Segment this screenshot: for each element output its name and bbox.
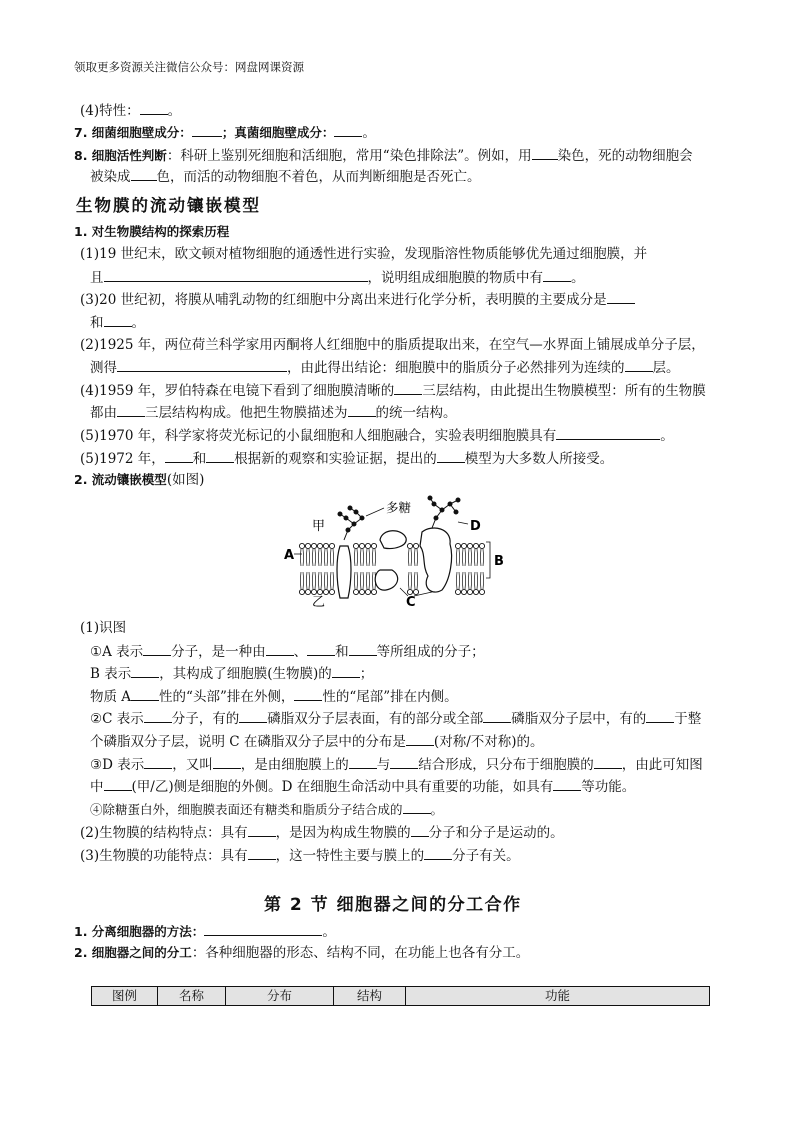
text-segment: 磷脂双分子层表面，有的部分或全部 <box>267 711 484 727</box>
line-h4b <box>90 403 457 422</box>
phospholipid-head <box>299 543 304 548</box>
line-r9 <box>80 823 564 842</box>
answer-blank <box>406 732 434 746</box>
phospholipid-tail <box>313 549 316 566</box>
text-segment: ②C 表示 <box>90 711 144 727</box>
answer-blank <box>607 290 635 304</box>
table-header-cell: 分布 <box>226 987 334 1005</box>
line-r5 <box>90 732 544 751</box>
table-header-cell: 名称 <box>158 987 226 1005</box>
phospholipid-head <box>323 543 328 548</box>
phospholipid-tail <box>463 549 466 566</box>
answer-blank <box>248 823 276 837</box>
phospholipid-head <box>455 589 460 594</box>
phospholipid-tail <box>301 549 304 566</box>
phospholipid-tail <box>361 572 364 589</box>
answer-blank <box>266 642 294 656</box>
line-r10 <box>80 846 520 865</box>
answer-blank <box>349 642 377 656</box>
text-segment: 测得 <box>90 360 117 376</box>
phospholipid-head <box>323 589 328 594</box>
answer-blank <box>165 449 193 463</box>
answer-blank <box>192 123 222 137</box>
text-segment: (2)1925 年，两位荷兰科学家用丙酮将人红细胞中的脂质提取出来，在空气—水界面上铺展成单分子层， <box>80 337 705 353</box>
text-segment: 。 <box>430 802 444 817</box>
text-segment: 的统一结构。 <box>375 405 457 421</box>
phospholipid-head <box>353 589 358 594</box>
answer-blank <box>104 313 132 327</box>
text-segment: ，其构成了细胞膜(生物膜)的 <box>159 666 332 682</box>
phospholipid-head <box>329 543 334 548</box>
phospholipid-head <box>371 589 376 594</box>
phospholipid-head <box>359 589 364 594</box>
phospholipid-head <box>317 589 322 594</box>
phospholipid-tail <box>415 549 418 566</box>
answer-blank <box>424 846 452 860</box>
line-h1a <box>80 245 647 263</box>
text-segment: ：科研上鉴别死细胞和活细胞，常用“染色排除法”。例如，用 <box>166 148 532 164</box>
line-h2b <box>90 358 680 377</box>
text-segment: 。 <box>131 315 145 331</box>
table-header-cell: 功能 <box>544 988 570 1003</box>
text-segment: 于整 <box>674 711 702 727</box>
text-segment: 模型为大多数人所接受。 <box>464 451 614 467</box>
phospholipid-tail <box>301 572 304 589</box>
line-s2 <box>74 471 204 489</box>
line-s1 <box>74 223 229 241</box>
answer-blank <box>411 823 429 837</box>
answer-blank <box>239 709 267 723</box>
line-h3b <box>90 313 145 332</box>
phospholipid-head <box>467 589 472 594</box>
phospholipid-tail <box>409 572 412 589</box>
text-segment: ：各种细胞器的形态、结构不同，在功能上也各有分工。 <box>191 945 530 961</box>
phospholipid-head <box>413 589 418 594</box>
answer-blank <box>390 755 418 769</box>
line-r1 <box>90 642 485 661</box>
text-segment: 与 <box>376 757 391 773</box>
label-yi: 乙 <box>312 595 326 610</box>
answer-blank <box>206 449 234 463</box>
phospholipid-head <box>473 589 478 594</box>
answer-blank <box>140 101 168 115</box>
line-q8b <box>90 167 481 186</box>
answer-blank <box>348 403 376 417</box>
text-segment: 分子，有的 <box>171 711 240 727</box>
text-segment: (3)20 世纪初，将膜从哺乳动物的红细胞中分离出来进行化学分析，表明膜的主要成分是 <box>80 292 607 308</box>
phospholipid-head <box>311 589 316 594</box>
text-segment: ，由此得出结论：细胞膜中的脂质分子必然排列为连续的 <box>287 360 625 376</box>
protein-d <box>420 528 452 592</box>
phospholipid-tail <box>409 549 412 566</box>
bold-text: 1. 对生物膜结构的探索历程 <box>74 224 230 239</box>
answer-blank <box>294 687 322 701</box>
phospholipid-tail <box>463 572 466 589</box>
phospholipid-head <box>479 589 484 594</box>
bold-text: 8. 细胞活性判断 <box>74 148 167 163</box>
text-segment: 三层结构构成。他把生物膜描述为 <box>145 405 348 421</box>
phospholipid-head <box>407 589 412 594</box>
phospholipid-tail <box>325 549 328 566</box>
phospholipid-tail <box>469 572 472 589</box>
text-segment: (4)1959 年，罗伯特森在电镜下看到了细胞膜清晰的 <box>80 383 395 399</box>
answer-blank <box>646 709 674 723</box>
line-r4 <box>90 709 701 728</box>
text-segment: ，是由细胞膜上的 <box>240 757 349 773</box>
text-segment: 磷脂双分子层中，有的 <box>511 711 647 727</box>
protein-c-inner <box>375 570 397 590</box>
answer-blank <box>625 358 653 372</box>
text-segment: ； <box>359 666 374 682</box>
polysaccharide-chain-right <box>428 496 460 528</box>
text-segment: ，说明组成细胞膜的物质中有 <box>367 270 543 286</box>
text-segment: 。 <box>660 428 674 444</box>
text-segment: 、 <box>293 644 308 660</box>
text-segment: (2)生物膜的结构特点：具有 <box>80 825 248 841</box>
answer-blank <box>556 426 660 440</box>
answer-blank <box>144 755 172 769</box>
answer-blank <box>213 755 241 769</box>
answer-blank <box>332 664 360 678</box>
polysaccharide-chain-left <box>338 506 364 540</box>
phospholipid-head <box>317 543 322 548</box>
answer-blank <box>532 146 558 160</box>
phospholipid-tail <box>373 549 376 566</box>
line-q7 <box>74 123 376 142</box>
protein-c-outer <box>380 531 406 549</box>
bold-text: 1. 分离细胞器的方法： <box>74 924 205 939</box>
text-segment: 层。 <box>652 360 680 376</box>
text-segment: 等功能。 <box>581 779 636 795</box>
phospholipid-head <box>329 589 334 594</box>
phospholipid-tail <box>355 572 358 589</box>
answer-blank <box>248 846 276 860</box>
phospholipid-tail <box>355 549 358 566</box>
phospholipid-tail <box>313 572 316 589</box>
organelle-table-header <box>91 986 710 1006</box>
phospholipid-head <box>407 543 412 548</box>
phospholipid-tail <box>319 572 322 589</box>
answer-blank <box>204 922 322 936</box>
phospholipid-tail <box>307 572 310 589</box>
answer-blank <box>117 358 287 372</box>
protein-through <box>337 546 351 598</box>
phospholipid-tail <box>475 549 478 566</box>
answer-blank <box>307 642 335 656</box>
phospholipid-tail <box>367 572 370 589</box>
text-segment: ，又叫 <box>172 757 213 773</box>
phospholipid-tail <box>319 549 322 566</box>
answer-blank <box>131 167 157 181</box>
bold-text: 2. 流动镶嵌模型 <box>74 472 167 487</box>
phospholipid-tail <box>415 572 418 589</box>
text-segment: (对称/不对称)的。 <box>433 734 544 750</box>
phospholipid-head <box>473 543 478 548</box>
label-a: A <box>284 548 295 563</box>
answer-blank <box>334 123 362 137</box>
phospholipid-tail <box>367 549 370 566</box>
line-r7 <box>90 777 635 796</box>
text-segment: 根据新的观察和实验证据，提出的 <box>234 451 437 467</box>
answer-blank <box>594 755 622 769</box>
text-segment: ，由此可知图 <box>621 757 703 773</box>
text-segment: B 表示 <box>90 666 132 682</box>
text-segment: 物质 A <box>90 689 132 705</box>
phospholipid-head <box>305 543 310 548</box>
phospholipid-tail <box>481 572 484 589</box>
text-segment: 分子和分子是运动的。 <box>428 825 564 841</box>
text-segment: ③D 表示 <box>90 757 145 773</box>
text-segment: (5)1972 年， <box>80 451 165 467</box>
answer-blank <box>349 755 377 769</box>
membrane-figure <box>282 488 512 613</box>
phospholipid-tail <box>361 549 364 566</box>
phospholipid-tail <box>475 572 478 589</box>
answer-blank <box>553 777 581 791</box>
text-segment: 和 <box>90 315 104 331</box>
header-note: 领取更多资源关注微信公众号：网盘网课资源 <box>74 60 304 74</box>
phospholipid-head <box>299 589 304 594</box>
phospholipid-tail <box>307 549 310 566</box>
label-duotang: 多糖 <box>386 500 412 515</box>
text-segment: (甲/乙)侧是细胞的外侧。D 在细胞生命活动中具有重要的功能，如具有 <box>131 779 554 795</box>
line-r8 <box>90 800 443 819</box>
line-r0 <box>80 619 126 637</box>
section-heading-organelle: 第 2 节 细胞器之间的分工合作 <box>264 895 522 915</box>
line-h1b <box>90 268 585 287</box>
phospholipid-head <box>455 543 460 548</box>
answer-blank <box>131 687 159 701</box>
answer-blank <box>104 268 368 282</box>
text-segment: 性的“尾部”排在内侧。 <box>322 689 458 705</box>
text-segment: 。 <box>167 103 182 119</box>
text-segment: (4)特性： <box>80 103 140 119</box>
line-r3 <box>90 687 458 706</box>
text-segment: 染色，死的动物细胞会 <box>557 148 693 164</box>
text-segment: (5)1970 年，科学家将荧光标记的小鼠细胞和人细胞融合，实验表明细胞膜具有 <box>80 428 557 444</box>
text-segment: 分子有关。 <box>452 848 520 864</box>
text-segment: 。 <box>571 270 585 286</box>
phospholipid-head <box>365 589 370 594</box>
section-heading-membrane-model: 生物膜的流动镶嵌模型 <box>76 196 261 215</box>
phospholipid-tail <box>331 549 334 566</box>
text-segment: (3)生物膜的功能特点：具有 <box>80 848 248 864</box>
line-c1 <box>74 922 336 941</box>
line-h4a <box>80 381 706 400</box>
line-c2 <box>74 944 529 962</box>
label-jia: 甲 <box>312 519 326 534</box>
text-segment: 性的“头部”排在外侧， <box>159 689 295 705</box>
text-segment: 色，而活的动物细胞不着色，从而判断细胞是否死亡。 <box>156 169 481 185</box>
text-segment: (1)19 世纪末，欧文顿对植物细胞的通透性进行实验，发现脂溶性物质能够优先通过细胞膜，并 <box>80 246 648 262</box>
table-header-cell: 结构 <box>334 987 406 1005</box>
text-segment: ，这一特性主要与膜上的 <box>275 848 425 864</box>
text-segment: 个磷脂双分子层，说明 C 在磷脂双分子层中的分布是 <box>90 734 406 750</box>
phospholipid-head <box>371 543 376 548</box>
answer-blank <box>403 800 431 814</box>
answer-blank <box>437 449 465 463</box>
text-segment: 分子，是一种由 <box>171 644 266 660</box>
bold-text: ；真菌细胞壁成分： <box>221 125 335 140</box>
phospholipid-head <box>413 543 418 548</box>
line-r6 <box>90 755 703 774</box>
text-segment: 等所组成的分子； <box>376 644 485 660</box>
text-segment: ④除糖蛋白外，细胞膜表面还有糖类和脂质分子结合成的 <box>90 802 403 817</box>
line-p4 <box>80 101 181 120</box>
phospholipid-head <box>461 589 466 594</box>
label-c: C <box>406 595 416 610</box>
answer-blank <box>394 381 422 395</box>
text-segment: 和 <box>335 644 349 660</box>
text-segment: (如图) <box>166 472 205 488</box>
phospholipid-head <box>353 543 358 548</box>
label-b: B <box>494 554 504 569</box>
text-segment: 被染成 <box>90 169 131 185</box>
line-h2a <box>80 336 705 354</box>
phospholipid-head <box>311 543 316 548</box>
text-segment: 中 <box>90 779 104 795</box>
table-header-cell: 图例 <box>92 987 158 1005</box>
phospholipid-head <box>365 543 370 548</box>
line-q8a <box>74 146 693 165</box>
phospholipid-tail <box>469 549 472 566</box>
answer-blank <box>131 664 159 678</box>
answer-blank <box>483 709 511 723</box>
text-segment: 结合形成，只分布于细胞膜的 <box>418 757 594 773</box>
answer-blank <box>117 403 145 417</box>
line-r2 <box>90 664 373 683</box>
bold-text: 7. 细菌细胞壁成分： <box>74 125 192 140</box>
phospholipid-tail <box>325 572 328 589</box>
phospholipid-head <box>305 589 310 594</box>
phospholipid-tail <box>331 572 334 589</box>
answer-blank <box>543 268 571 282</box>
line-h6 <box>80 449 613 468</box>
text-segment: 都由 <box>90 405 117 421</box>
label-d: D <box>470 519 481 534</box>
answer-blank <box>104 777 132 791</box>
line-h3a <box>80 290 635 309</box>
phospholipid-tail <box>481 549 484 566</box>
text-segment: 和 <box>192 451 207 467</box>
phospholipid-head <box>479 543 484 548</box>
text-segment: 且 <box>90 270 104 286</box>
phospholipid-head <box>359 543 364 548</box>
text-segment: ①A 表示 <box>90 644 144 660</box>
line-h5 <box>80 426 674 445</box>
phospholipid-head <box>461 543 466 548</box>
text-segment: 。 <box>322 924 336 940</box>
answer-blank <box>144 709 172 723</box>
phospholipid-tail <box>457 549 460 566</box>
text-segment: 。 <box>362 125 376 141</box>
text-segment: 三层结构，由此提出生物膜模型：所有的生物膜 <box>422 383 706 399</box>
bold-text: 2. 细胞器之间的分工 <box>74 945 192 960</box>
phospholipid-head <box>467 543 472 548</box>
phospholipid-tail <box>457 572 460 589</box>
answer-blank <box>143 642 171 656</box>
text-segment: ，是因为构成生物膜的 <box>275 825 411 841</box>
text-segment: (1)识图 <box>80 620 127 636</box>
